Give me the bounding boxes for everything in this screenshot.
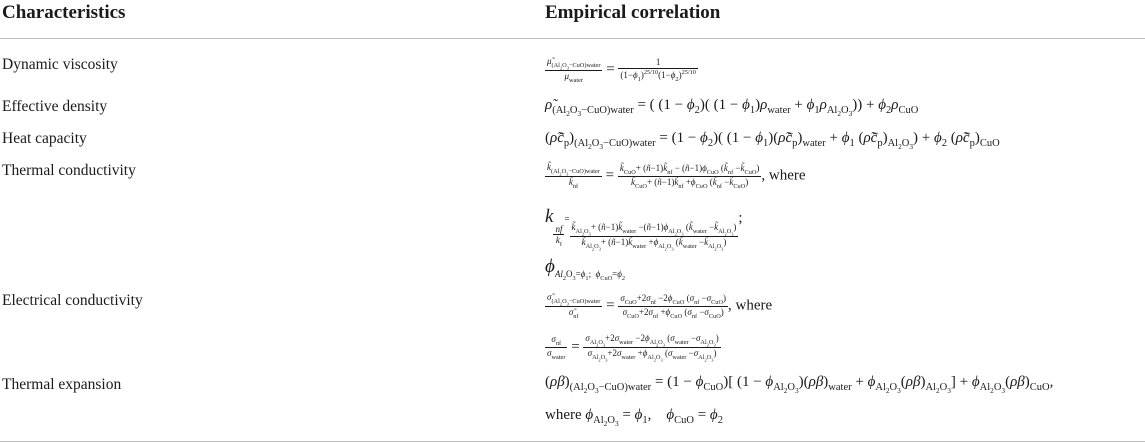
row-label-heat-capacity: Heat capacity (2, 130, 87, 147)
row-label-thermal-expansion: Thermal expansion (2, 376, 122, 393)
row-label-thermal-conductivity: Thermal conductivity (2, 162, 136, 179)
formula-knf-ratio: k $\frac{nf}{k_f}$ = $\frac{k̃_{Al_2O_3}+ (ñ-1)k̃_{water} -(ñ-1)\phi_{Al_2O_3} (k̃_{water} -k̃_{Al_2O_3})}{k̃_{Al_2O_3}+ (ñ-1)k̃_{water} +\phi_{Al_2O_3} (k̃_{water} -k̃_{Al_2O_3})}$ ; (545, 206, 743, 252)
formula-thermal-expansion: $(\rho\beta)_{(Al_2O_3-CuO)water} = (1 - \phi_{CuO})$[ $(1 - \phi_{Al_2O_3})(\rho\beta)_{water} + \phi_{Al_2O_3}(\rho\beta)_{Al_2O_3}] + \phi_{Al_2O_3}(\rho\beta)_{CuO}$, (545, 374, 1054, 396)
table-bottom-rule (0, 441, 1145, 442)
formula-effective-density: $\rhõ_{(Al_2O_3-CuO)water}$ = ( $(1 - \phi_2)$( $(1 - \phi_1)\rho_{water} + \phi_1\rho_{Al_2O_3})) + \phi_2\rho_{CuO}$ (545, 97, 919, 119)
header-characteristics: Characteristics (2, 2, 126, 23)
thermal-expansion-where: where (545, 407, 582, 423)
row-label-dynamic-viscosity: Dynamic viscosity (2, 56, 118, 73)
formula-sigma-ratio: $\frac{\sigma_{nf}}{\sigma_{water}}$ = $\frac{\sigma_{Al_2O_3}+2\sigma_{water} -2\phi_{Al_2O_3} (\sigma_{water} -\sigma_{Al_2O_3})}{\sigma_{Al_2O_3}+2\sigma_{water} +\phi_{Al_2O_3} (\sigma_{water} -\sigma_{Al_2O_3})}$ (547, 333, 719, 363)
formula-phi-definitions: $\phi_{Al_2O_3=\phi_1; \phi_{CuO}=\phi_2}$ (545, 256, 626, 282)
formula-dynamic-viscosity: $\frac{\mũ_{(Al_2O_3-CuO)water}}{\mu_{water}}$ = $\frac{1}{(1-\phi_1)^{25/10}(1-\phi_2)^{25/10}}$ (547, 56, 696, 84)
row-label-effective-density: Effective density (2, 98, 108, 115)
header-empirical-correlation: Empirical correlation (545, 2, 721, 23)
row-label-electrical-conductivity: Electrical conductivity (2, 292, 143, 309)
electrical-conductivity-where: where (735, 297, 773, 314)
table-header (0, 0, 1145, 39)
formula-thermal-conductivity: $\frac{k̃_{(Al_2O_3-CuO)water}}{k̃_{nf}}$ = $\frac{k̃_{CuO}+ (ñ-1)k̃_{nf} - (ñ-1)\phi_{CuO} (k̃_{nf} -k̃_{CuO})}{k̃_{CuO}+ (ñ-1)k̃_{nf} +\phi_{CuO} (k̃_{nf} -k̃_{CuO})}$ , where (547, 162, 806, 190)
formula-heat-capacity: $(\rhõc̃_p)_{(Al_2O_3-CuO)water} = (1 - \phi_2)$( $(1 - \phi_1)(\rhõc̃_p)_{water} + \phi_1$ $(\rhõc̃_p)_{Al_2O_3}) + \phi_2$ $(\rhõc̃_p)_{CuO}$ (545, 130, 1000, 152)
thermal-conductivity-where: where (768, 167, 806, 184)
formula-electrical-conductivity: $\frac{\sigmã_{(Al_2O_3-CuO)water}}{\sigmã_{nf}}$ = $\frac{\sigma_{CuO}+2\sigma_{nf} -2\phi_{CuO} (\sigma_{nf} -\sigma_{CuO})}{\sigma_{CuO}+2\sigma_{nf} +\phi_{CuO} (\sigma_{nf} -\sigma_{CuO})}$ , where (547, 292, 773, 320)
formula-thermal-expansion-where: where $\phi_{Al_2O_3} = \phi_1$, $\phi_{CuO} = \phi_2$ (545, 407, 723, 429)
